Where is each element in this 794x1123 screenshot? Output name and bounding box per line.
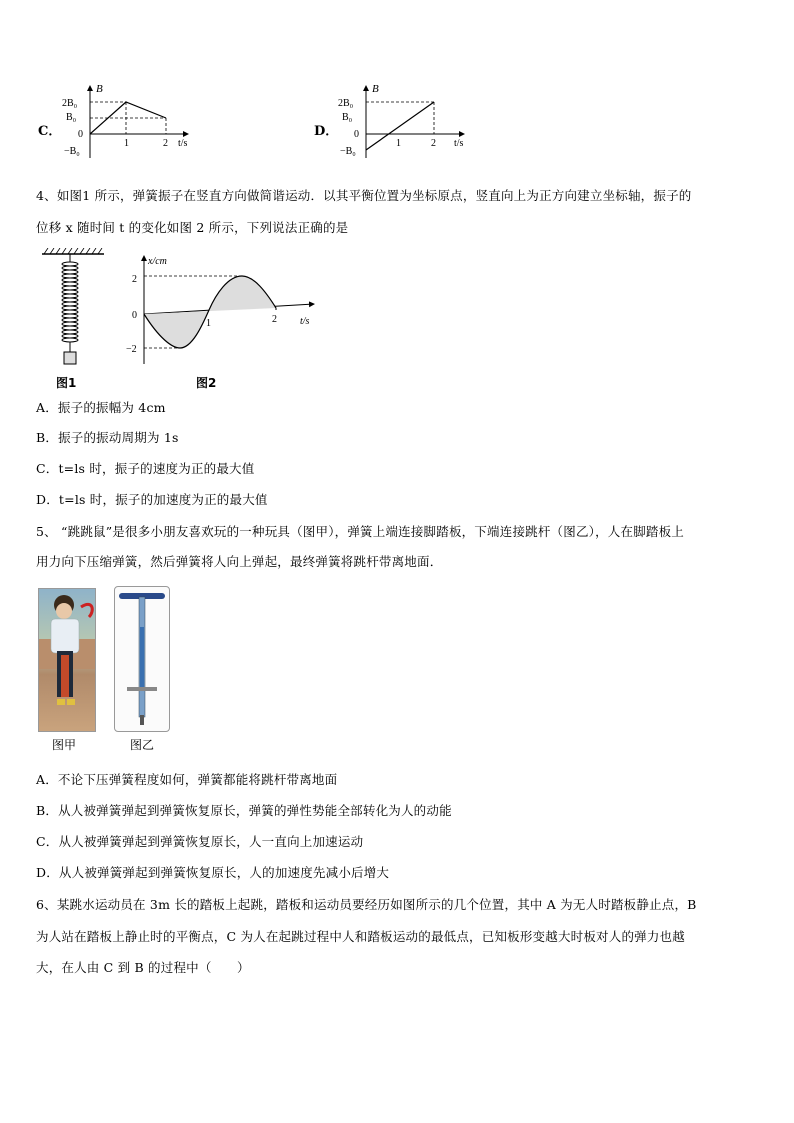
tick-b0: B₀ xyxy=(342,112,353,123)
fig2-caption: 图2 xyxy=(196,376,217,390)
photo-b-caption: 图乙 xyxy=(130,738,155,752)
q6-line1: 6、某跳水运动员在 3m 长的踏板上起跳，踏板和运动员要经历如图所示的几个位置，其中 A 为无人时踏板静止点，B xyxy=(36,897,697,912)
q5-stem-line2: 用力向下压缩弹簧，然后弹簧将人向上弹起，最终弹簧将跳杆带离地面． xyxy=(36,554,443,569)
tick-x-2: 2 xyxy=(431,138,436,149)
tick-x-1: 1 xyxy=(206,318,211,329)
tick-y-0: 0 xyxy=(132,310,137,321)
q4-option-c: C．t=ls 时，振子的速度为正的最大值 xyxy=(36,461,255,476)
tick-x-1: 1 xyxy=(124,138,129,149)
q4-option-d: D．t=ls 时，振子的加速度为正的最大值 xyxy=(36,492,268,507)
q4-stem-line1: 4、如图1 所示，弹簧振子在竖直方向做简谐运动．以其平衡位置为坐标原点，竖直向上为正方向建立坐标轴，振子的 xyxy=(36,188,692,203)
q4-option-a: A．振子的振幅为 4cm xyxy=(36,400,166,415)
tick-neg-b0: −B₀ xyxy=(64,146,80,157)
tick-0: 0 xyxy=(78,129,83,140)
q4-option-b: B．振子的振动周期为 1s xyxy=(36,430,179,445)
axis-label-y: x/cm xyxy=(148,256,167,267)
q5-option-a: A．不论下压弹簧程度如何，弹簧都能将跳杆带离地面 xyxy=(36,772,338,787)
photo-child-pogo xyxy=(38,588,96,732)
q6-line3: 大，在人由 C 到 B 的过程中（ ） xyxy=(36,960,250,975)
tick-0: 0 xyxy=(354,129,359,140)
q5-option-b: B．从人被弹簧弹起到弹簧恢复原长，弹簧的弹性势能全部转化为人的动能 xyxy=(36,803,452,818)
photo-pogo-stick xyxy=(114,586,170,732)
tick-x-2: 2 xyxy=(163,138,168,149)
option-d-label: D． xyxy=(314,124,339,139)
fig1-caption: 图1 xyxy=(56,376,77,390)
q5-option-d: D．从人被弹簧弹起到弹簧恢复原长，人的加速度先减小后增大 xyxy=(36,865,390,880)
tick-x-1: 1 xyxy=(396,138,401,149)
tick-y-neg2: −2 xyxy=(126,344,137,355)
graph-d xyxy=(334,82,484,162)
axis-label-y: B xyxy=(96,83,103,95)
fig1-spring-oscillator xyxy=(40,248,110,388)
photo-a-caption: 图甲 xyxy=(52,738,77,752)
tick-2b0: 2B₀ xyxy=(62,98,78,109)
axis-label-y: B xyxy=(372,83,379,95)
tick-y-2: 2 xyxy=(132,274,137,285)
fig2-xt-graph xyxy=(124,252,324,372)
q5-option-c: C．从人被弹簧弹起到弹簧恢复原长，人一直向上加速运动 xyxy=(36,834,364,849)
q4-stem-line2: 位移 x 随时间 t 的变化如图 2 所示，下列说法正确的是 xyxy=(36,220,349,235)
axis-label-x: t/s xyxy=(454,138,464,149)
tick-neg-b0: −B₀ xyxy=(340,146,356,157)
option-c-label: C． xyxy=(38,124,62,139)
tick-b0: B₀ xyxy=(66,112,77,123)
graph-c xyxy=(58,82,208,162)
tick-2b0: 2B₀ xyxy=(338,98,354,109)
q6-line2: 为人站在踏板上静止时的平衡点，C 为人在起跳过程中人和踏板运动的最低点，已知板形变越大时板对人的弹力也越 xyxy=(36,929,685,944)
axis-label-x: t/s xyxy=(178,138,188,149)
axis-label-x: t/s xyxy=(300,316,310,327)
q5-stem-line1: 5、 “跳跳鼠”是很多小朋友喜欢玩的一种玩具（图甲），弹簧上端连接脚踏板，下端连接跳杆（图乙），人在脚踏板上 xyxy=(36,524,685,539)
tick-x-2: 2 xyxy=(272,314,277,325)
oscillator-block xyxy=(64,352,76,364)
